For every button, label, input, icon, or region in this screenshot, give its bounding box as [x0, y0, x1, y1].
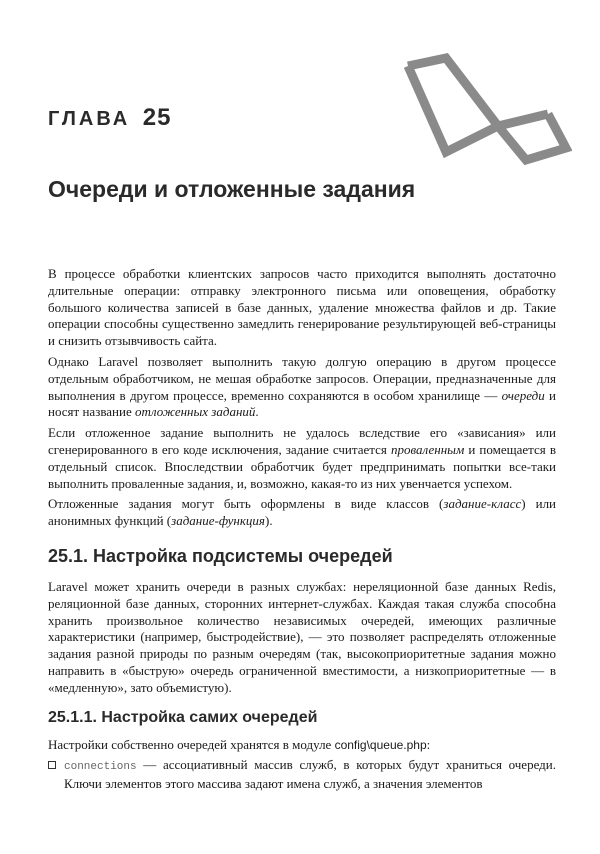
- term-queue: очереди: [501, 387, 545, 403]
- section-heading-25-1: 25.1. Настройка подсистемы очередей: [48, 545, 393, 566]
- section-heading-25-1-1: 25.1.1. Настройка самих очередей: [48, 708, 318, 726]
- intro-paragraph-3: Если отложенное задание выполнить не удалось вследствие его «зависания» или сгенерированного в его коде исключения, задание считается проваленным и помещается в отдельный список. Впоследствии обработчик будет предпринимать попытки все-таки выполнить проваленные задания, и, возможно, какая-то из них увенчается успехом.: [48, 425, 556, 491]
- term-job-function: задание-функция: [171, 513, 265, 529]
- term-job-class: задание-класс: [443, 496, 522, 512]
- chapter-word: ГЛАВА: [48, 108, 131, 130]
- chapter-label: [48, 104, 171, 132]
- config-file-name: config\queue.php: [334, 737, 427, 752]
- chapter-number: 25: [142, 104, 172, 131]
- intro-paragraph-4: Отложенные задания могут быть оформлены в виде классов (задание-класс) или анонимных функций (задание-функция).: [48, 496, 557, 529]
- term-deferred-jobs: отложенных заданий: [135, 404, 256, 420]
- code-connections: connections: [64, 761, 137, 774]
- intro-paragraph-2: Однако Laravel позволяет выполнить такую долгую операцию в другом процессе отдельным обработчиком, не мешая обработке запросов. Операции, предназначенные для выполнения в другом процессе, временно сохраняются в особом хранилище — очереди и носят название отложенных заданий.: [48, 353, 556, 420]
- laravel-logo-icon: [402, 52, 572, 167]
- checkbox-bullet-icon: [48, 761, 56, 769]
- term-failed: проваленным: [390, 441, 465, 457]
- chapter-title: Очереди и отложенные задания: [48, 176, 416, 202]
- list-item: connections — ассоциативный массив служб, в которых будут храниться очереди. Ключи элементов этого массива задают имена служб, а значения элементов: [48, 757, 556, 793]
- config-paragraph: Настройки собственно очередей хранятся в модуле config\queue.php:: [48, 736, 431, 752]
- page-content: [48, 266, 556, 793]
- section-paragraph: Laravel может хранить очереди в разных службах: нереляционной базе данных Redis, реляционной базе данных, сторонних интернет-службах. Каждая такая служба способна хранить произвольное количество независимых очередей, имеющих различные характеристики (например, быстродействие), — это позволяет распределять отложенные задания разной природы по разным очередям (так, высокоприоритетные задания можно направить в «быструю» очередь ограниченной вместимости, а низкоприоритетные — в «медленную», зато объемистую).: [48, 578, 556, 695]
- intro-paragraph-1: В процессе обработки клиентских запросов часто приходится выполнять достаточно длительные операции: отправку электронного письма или оповещения, обработку большого количества записей в базе данных, удаление множества файлов и др. Такие операции способны существенно замедлить генерирование результирующей веб-страницы и снизить отзывчивость сайта.: [48, 266, 556, 349]
